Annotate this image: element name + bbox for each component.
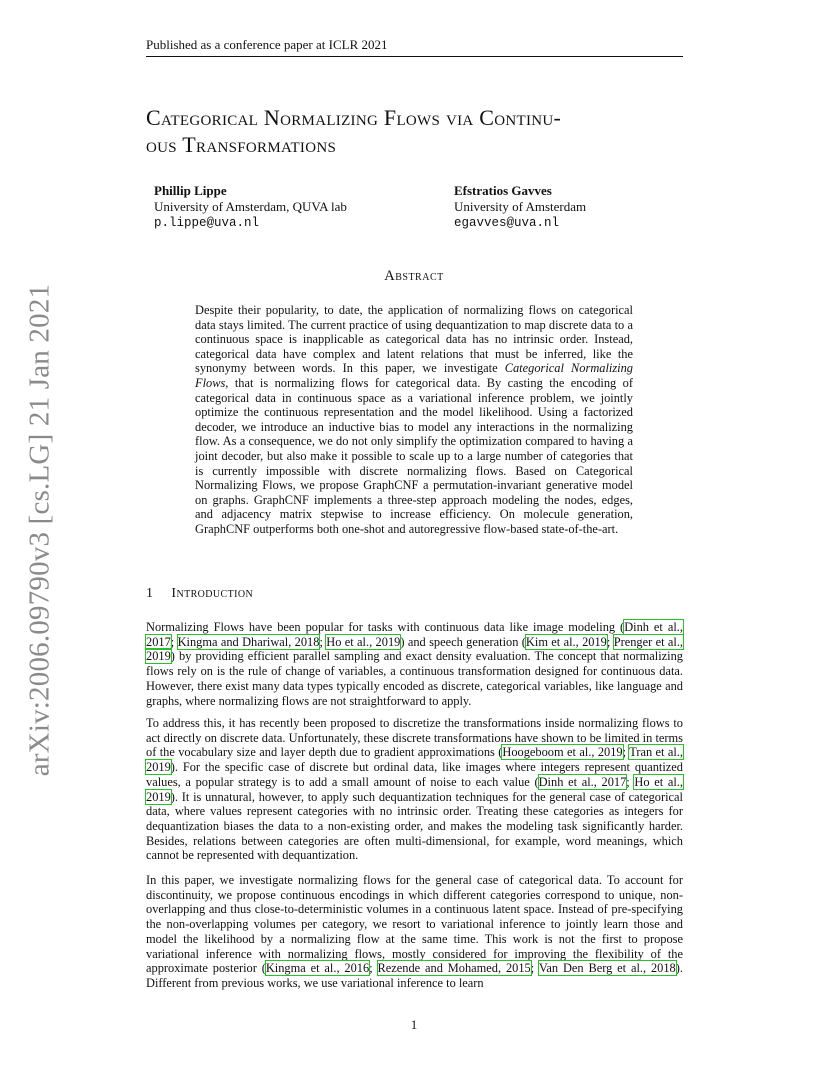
arxiv-identifier-text: arXiv:2006.09790v3 [cs.LG] 21 Jan 2021 [23,283,56,777]
citation-link[interactable]: Kingma et al., 2016 [265,961,370,976]
citation-link[interactable]: Prenger et al., 2019 [146,634,684,664]
author-affiliation: University of Amsterdam [454,199,587,214]
citation-separator: ; [369,961,378,976]
arxiv-identifier-stamp [20,283,60,777]
author-block [154,183,347,231]
title-line-2: ous Transformations [146,132,337,157]
citation-separator: ; [170,634,178,649]
author-name: Phillip Lippe [154,183,227,198]
citation-link[interactable]: Kingma and Dhariwal, 2018 [177,634,320,649]
paper-title [146,104,691,158]
paragraph-text: To address this, it has recently been proposed to discretize the transformations inside normalizing flows to act directly on discrete data. Unfortunately, these discrete transformations have shown to be limited in terms of the vocabulary size and layer depth due to gradient approximations ( [146,716,683,760]
author-email: egavves@uva.nl [454,216,560,230]
abstract-text: , that is normalizing flows for categorical data. By casting the encoding of categorical data in continuous space as a variational inference problem, we jointly optimize the continuous representation and the model likelihood. Using a factorized decoder, we introduce an inductive bias to model any interactions in the normalizing flow. As a consequence, we do not only simplify the optimization compared to having a joint decoder, but also make it possible to scale up to a large number of categories that is currently impossible with discrete normalizing flows. Based on Categorical Normalizing Flows, we propose GraphCNF a permutation-invariant generative model on graphs. GraphCNF implements a three-step approach modeling the nodes, edges, and adjacency matrix stepwise to increase efficiency. On molecule generation, GraphCNF outperforms both one-shot and autoregressive flow-based state-of-the-art. [195,375,633,536]
citation-link[interactable]: Van Den Berg et al., 2018 [538,961,676,976]
citation-link[interactable]: Dinh et al., 2017 [538,774,627,789]
citation-link[interactable]: Tran et al., 2019 [146,745,683,775]
title-line-1: Categorical Normalizing Flows via Continu- [146,105,562,130]
citation-separator: ; [606,634,614,649]
author-affiliation: University of Amsterdam, QUVA lab [154,199,347,214]
paragraph-text: ). It is unnatural, however, to apply such dequantization techniques for the general case of categorical data, where values represent categories with no intrinsic order. Treating these categories as integers for dequantization biases the data to a non-existing order, and makes the modeling task significantly harder. Besides, relations between categories are often multi-dimensional, for example, word meanings, which cannot be represented with dequantization. [146,789,683,863]
citation-link[interactable]: Kim et al., 2019 [525,634,607,649]
paragraph-text: ). Different from previous works, we use variational inference to learn [146,961,683,990]
author-email: p.lippe@uva.nl [154,216,260,230]
abstract-heading: Abstract [384,268,444,284]
citation-separator: ; [626,774,635,789]
citation-separator: ; [622,745,630,760]
paragraph-text: ) and speech generation ( [400,634,526,649]
section-title: Introduction [171,586,254,601]
section-number: 1 [146,586,154,601]
intro-paragraph-3 [146,873,683,991]
citation-link[interactable]: Dinh et al., 2017 [146,620,683,649]
citation-separator: ; [530,961,539,976]
citation-link[interactable]: Ho et al., 2019 [146,774,684,804]
abstract-body [195,303,633,537]
running-header: Published as a conference paper at ICLR 2021 [146,37,683,57]
section-heading [146,586,253,602]
author-block [454,183,586,231]
paragraph-text: ) by providing efficient parallel sampling and exact density evaluation. The concept that normalizing flows rely on is the rule of change of variables, a continuous transformation designed for continuous data. However, there exist many data types typically encoded as discrete, categorical variables, like language and graphs, where normalizing flows are not straightforward to apply. [146,649,683,708]
author-name: Efstratios Gavves [454,183,552,198]
citation-link[interactable]: Ho et al., 2019 [326,634,401,649]
abstract-emphasis: Categorical Normalizing Flows [195,361,633,390]
page-number: 1 [410,1017,418,1032]
paragraph-text: ). For the specific case of discrete but ordinal data, like images where integers represent quantized values, a popular strategy is to add a small amount of noise to each value ( [146,760,683,789]
abstract-text: Despite their popularity, to date, the application of normalizing flows on categorical data stays limited. The current practice of using dequantization to map discrete data to a continuous space is inapplicable as categorical data has no intrinsic order. Instead, categorical data have complex and latent relations that must be inferred, like the synonymy between words. In this paper, we investigate [195,303,633,376]
paragraph-text: Normalizing Flows have been popular for tasks with continuous data like image modeling ( [146,620,625,634]
paragraph-text: In this paper, we investigate normalizing flows for the general case of categorical data. To account for discontinuity, we propose continuous encodings in which different categories correspond to unique, non-overlapping and thus close-to-deterministic volumes in a continuous latent space. Instead of pre-specifying the non-overlapping volumes per category, we resort to variational inference to jointly learn those and model the likelihood by a normalizing flow at the same time. This work is not the first to propose variational inference with normalizing flows, mostly considered for improving the flexibility of the approximate posterior ( [146,873,683,976]
citation-link[interactable]: Rezende and Mohamed, 2015 [377,961,531,976]
intro-paragraph-2 [146,716,683,863]
citation-link[interactable]: Hoogeboom et al., 2019 [502,745,623,760]
citation-separator: ; [319,634,327,649]
intro-paragraph-1 [146,620,683,708]
